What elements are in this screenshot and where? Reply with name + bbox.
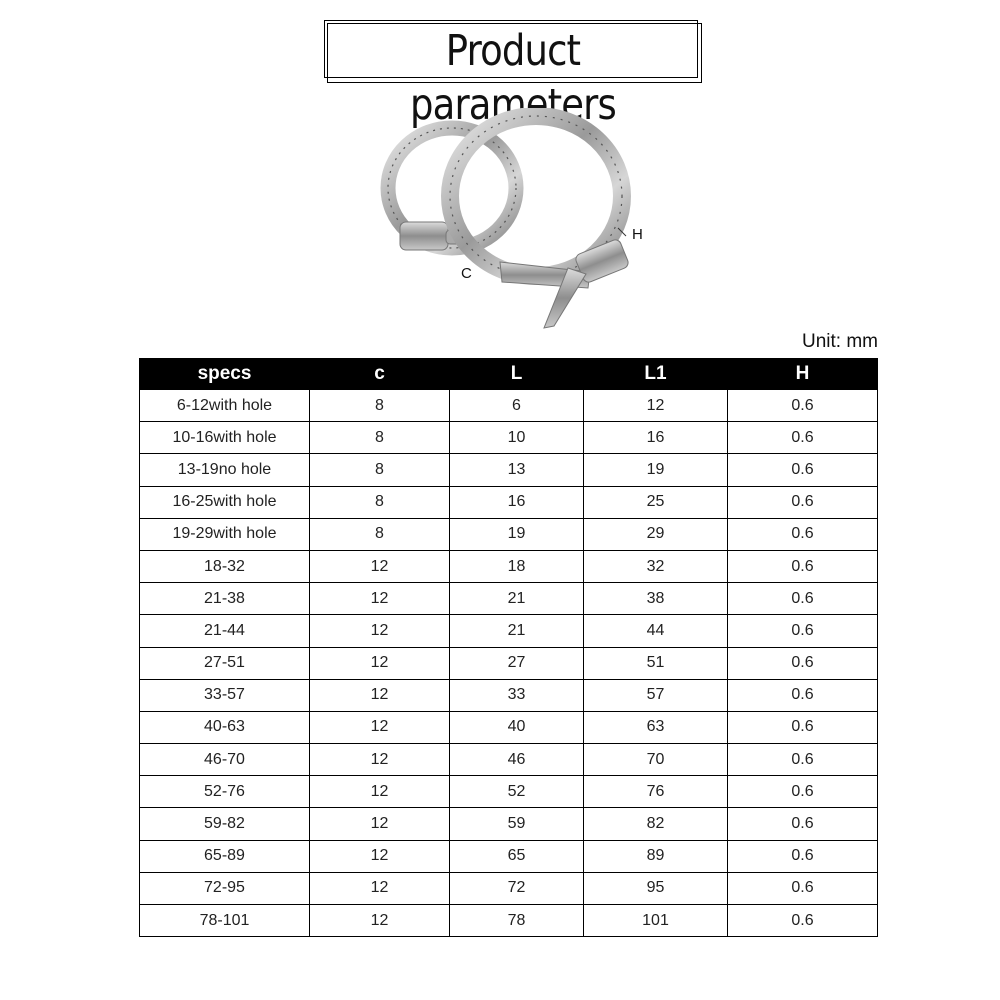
cell-l1: 70 xyxy=(584,744,728,776)
cell-h: 0.6 xyxy=(728,711,878,743)
table-header-row xyxy=(140,359,878,390)
cell-specs: 52-76 xyxy=(140,776,310,808)
cell-c: 12 xyxy=(310,905,450,937)
cell-l1: 95 xyxy=(584,872,728,904)
table-row xyxy=(140,615,878,647)
cell-l1: 32 xyxy=(584,550,728,582)
cell-l1: 19 xyxy=(584,454,728,486)
cell-l1: 101 xyxy=(584,905,728,937)
cell-l1: 89 xyxy=(584,840,728,872)
cell-l: 13 xyxy=(450,454,584,486)
cell-c: 12 xyxy=(310,583,450,615)
cell-specs: 33-57 xyxy=(140,679,310,711)
cell-c: 8 xyxy=(310,422,450,454)
cell-specs: 21-38 xyxy=(140,583,310,615)
table-row xyxy=(140,840,878,872)
header-h: H xyxy=(728,359,878,390)
table-row xyxy=(140,711,878,743)
cell-c: 12 xyxy=(310,808,450,840)
cell-specs: 40-63 xyxy=(140,711,310,743)
cell-c: 12 xyxy=(310,615,450,647)
hose-clamp-illustration xyxy=(378,108,658,333)
table-row xyxy=(140,744,878,776)
cell-h: 0.6 xyxy=(728,840,878,872)
cell-h: 0.6 xyxy=(728,679,878,711)
cell-h: 0.6 xyxy=(728,454,878,486)
cell-l: 21 xyxy=(450,615,584,647)
cell-h: 0.6 xyxy=(728,422,878,454)
cell-l1: 25 xyxy=(584,486,728,518)
cell-l1: 57 xyxy=(584,679,728,711)
table-row xyxy=(140,776,878,808)
cell-c: 12 xyxy=(310,744,450,776)
cell-h: 0.6 xyxy=(728,518,878,550)
cell-l: 33 xyxy=(450,679,584,711)
cell-specs: 27-51 xyxy=(140,647,310,679)
header-l1: L1 xyxy=(584,359,728,390)
cell-specs: 65-89 xyxy=(140,840,310,872)
cell-specs: 6-12with hole xyxy=(140,390,310,422)
table-row xyxy=(140,550,878,582)
cell-l1: 44 xyxy=(584,615,728,647)
cell-l1: 82 xyxy=(584,808,728,840)
small-clamp-screw xyxy=(400,222,448,250)
cell-l: 52 xyxy=(450,776,584,808)
cell-h: 0.6 xyxy=(728,872,878,904)
table-row xyxy=(140,905,878,937)
table-row xyxy=(140,518,878,550)
table-row xyxy=(140,486,878,518)
cell-l: 65 xyxy=(450,840,584,872)
cell-specs: 46-70 xyxy=(140,744,310,776)
cell-c: 8 xyxy=(310,454,450,486)
cell-l: 10 xyxy=(450,422,584,454)
table-row xyxy=(140,872,878,904)
table-row xyxy=(140,422,878,454)
cell-c: 12 xyxy=(310,550,450,582)
diagram-label-c: C xyxy=(461,265,472,282)
cell-specs: 19-29with hole xyxy=(140,518,310,550)
diagram-label-h: H xyxy=(632,226,643,243)
cell-l1: 29 xyxy=(584,518,728,550)
cell-l: 16 xyxy=(450,486,584,518)
cell-c: 12 xyxy=(310,679,450,711)
cell-l: 27 xyxy=(450,647,584,679)
cell-h: 0.6 xyxy=(728,583,878,615)
cell-h: 0.6 xyxy=(728,486,878,518)
cell-l: 59 xyxy=(450,808,584,840)
table-row xyxy=(140,583,878,615)
cell-specs: 10-16with hole xyxy=(140,422,310,454)
cell-specs: 18-32 xyxy=(140,550,310,582)
cell-l1: 76 xyxy=(584,776,728,808)
cell-l1: 38 xyxy=(584,583,728,615)
header-specs: specs xyxy=(140,359,310,390)
cell-specs: 21-44 xyxy=(140,615,310,647)
cell-c: 12 xyxy=(310,647,450,679)
cell-l: 72 xyxy=(450,872,584,904)
table-row xyxy=(140,679,878,711)
cell-h: 0.6 xyxy=(728,808,878,840)
cell-h: 0.6 xyxy=(728,905,878,937)
table-row xyxy=(140,454,878,486)
table-row xyxy=(140,647,878,679)
cell-l1: 16 xyxy=(584,422,728,454)
spec-table xyxy=(139,358,878,937)
cell-specs: 16-25with hole xyxy=(140,486,310,518)
cell-l1: 63 xyxy=(584,711,728,743)
cell-h: 0.6 xyxy=(728,647,878,679)
table-body xyxy=(140,390,878,937)
cell-l1: 12 xyxy=(584,390,728,422)
cell-c: 8 xyxy=(310,390,450,422)
cell-specs: 72-95 xyxy=(140,872,310,904)
cell-c: 12 xyxy=(310,840,450,872)
cell-specs: 59-82 xyxy=(140,808,310,840)
cell-h: 0.6 xyxy=(728,390,878,422)
cell-l1: 51 xyxy=(584,647,728,679)
page-title: Product parameters xyxy=(410,26,616,130)
cell-l: 18 xyxy=(450,550,584,582)
cell-l: 40 xyxy=(450,711,584,743)
cell-h: 0.6 xyxy=(728,744,878,776)
table-row xyxy=(140,390,878,422)
cell-l: 46 xyxy=(450,744,584,776)
cell-c: 12 xyxy=(310,776,450,808)
cell-l: 21 xyxy=(450,583,584,615)
cell-c: 12 xyxy=(310,872,450,904)
cell-specs: 78-101 xyxy=(140,905,310,937)
cell-l: 19 xyxy=(450,518,584,550)
header-l: L xyxy=(450,359,584,390)
cell-c: 8 xyxy=(310,518,450,550)
title-box xyxy=(324,20,702,130)
cell-c: 12 xyxy=(310,711,450,743)
cell-c: 8 xyxy=(310,486,450,518)
cell-l: 78 xyxy=(450,905,584,937)
table-row xyxy=(140,808,878,840)
unit-label: Unit: mm xyxy=(802,331,878,352)
header-c: c xyxy=(310,359,450,390)
cell-specs: 13-19no hole xyxy=(140,454,310,486)
cell-h: 0.6 xyxy=(728,550,878,582)
cell-l: 6 xyxy=(450,390,584,422)
cell-h: 0.6 xyxy=(728,615,878,647)
cell-h: 0.6 xyxy=(728,776,878,808)
